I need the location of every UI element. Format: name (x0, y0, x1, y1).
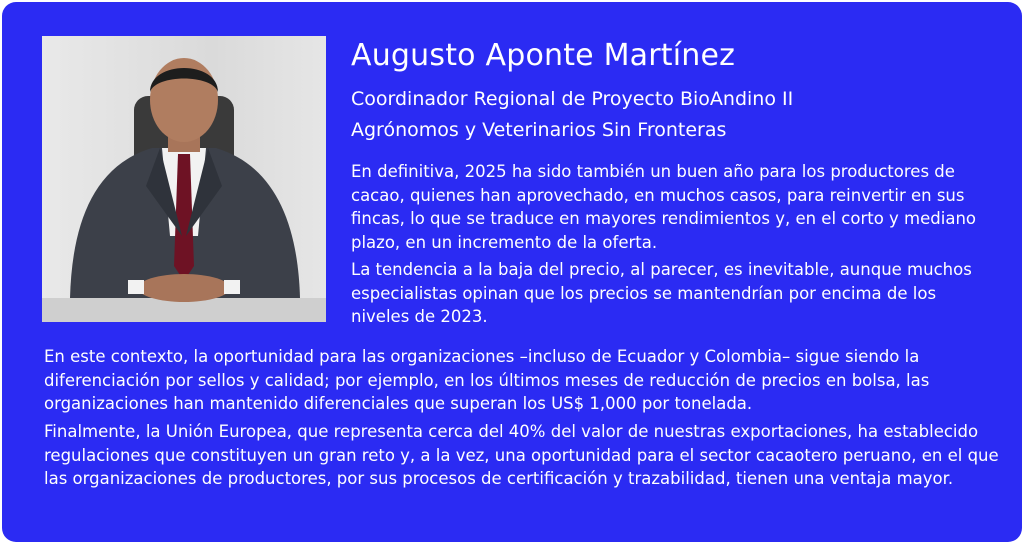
profile-card (2, 2, 1022, 542)
paragraph-2: La tendencia a la baja del precio, al parecer, es inevitable, aunque muchos especialistas opinan que los precios se mantendrían por encima de los niveles de 2023. (351, 260, 972, 326)
paragraph-4: Finalmente, la Unión Europea, que representa cerca del 40% del valor de nuestras exportaciones, ha establecido regulaciones que constituyen un gran reto y, a la vez, una oportunidad para el sector cacaotero peruano, en el que las organizaciones de productores, por sus procesos de certificación y trazabilidad, tienen una ventaja mayor. (44, 422, 999, 488)
paragraph-1: En definitiva, 2025 ha sido también un buen año para los productores de cacao, quienes han aprovechado, en muchos casos, para reinvertir en sus fincas, lo que se traduce en mayores rendimientos y, en el corto y mediano plazo, en un incremento de la oferta. (351, 162, 977, 252)
person-organization: Agrónomos y Veterinarios Sin Fronteras (351, 119, 727, 141)
person-role: Coordinador Regional de Proyecto BioAndino II (351, 88, 794, 110)
paragraph-3: En este contexto, la oportunidad para las organizaciones –incluso de Ecuador y Colombia– sigue siendo la diferenciación por sellos y calidad; por ejemplo, en los últimos meses de reducción de precios en bolsa, las organizaciones han mantenido diferenciales que superan los US$ 1,000 por tonelada. (44, 347, 930, 413)
person-name: Augusto Aponte Martínez (351, 38, 736, 73)
portrait-photo (42, 36, 326, 322)
